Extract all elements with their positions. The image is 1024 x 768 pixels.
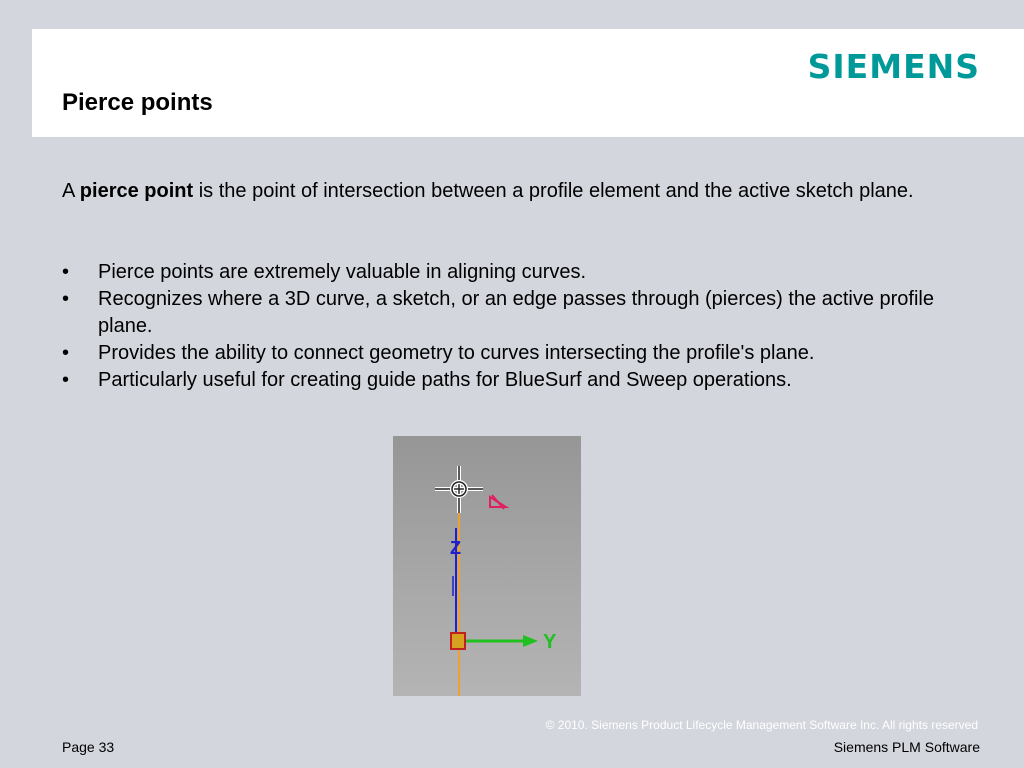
origin-marker — [451, 633, 465, 649]
company-name: Siemens PLM Software — [833, 739, 980, 755]
z-axis-label: Z — [450, 538, 461, 558]
header-bar — [32, 29, 1024, 137]
intro-paragraph — [62, 178, 982, 205]
intro-rest: is the point of intersection between a profile element and the active sketch plane. — [193, 180, 914, 202]
bullet-item — [62, 367, 982, 394]
bullet-icon: • — [62, 342, 70, 364]
bullet-item — [62, 340, 982, 367]
bullet-text: Recognizes where a 3D curve, a sketch, or an edge passes through (pierces) the active profile plane. — [98, 288, 934, 337]
bullet-text: Provides the ability to connect geometry to curves intersecting the profile's plane. — [98, 342, 815, 364]
bullet-text: Pierce points are extremely valuable in aligning curves. — [98, 261, 587, 283]
page-title: Pierce points — [62, 89, 213, 116]
y-axis-label: Y — [543, 631, 557, 653]
y-axis-arrow — [523, 635, 538, 647]
copyright-notice: © 2010. Siemens Product Lifecycle Management Software Inc. All rights reserved — [545, 718, 978, 732]
sketch-viewport — [393, 436, 581, 696]
pierce-point-marker-icon — [490, 495, 506, 509]
bullet-icon: • — [62, 288, 70, 310]
slide-content — [62, 178, 982, 394]
pierce-point-screenshot — [393, 436, 581, 696]
bullet-icon: • — [62, 261, 70, 283]
bullet-list — [62, 259, 982, 394]
crosshair-cursor-icon — [435, 466, 483, 513]
siemens-logo: SIEMENS — [807, 47, 980, 86]
bullet-item — [62, 286, 982, 340]
intro-term: pierce point — [79, 180, 194, 202]
bullet-item — [62, 259, 982, 286]
intro-prefix: A — [62, 180, 80, 202]
bullet-text: Particularly useful for creating guide paths for BlueSurf and Sweep operations. — [98, 369, 792, 391]
page-number: Page 33 — [62, 739, 115, 755]
bullet-icon: • — [62, 369, 70, 391]
